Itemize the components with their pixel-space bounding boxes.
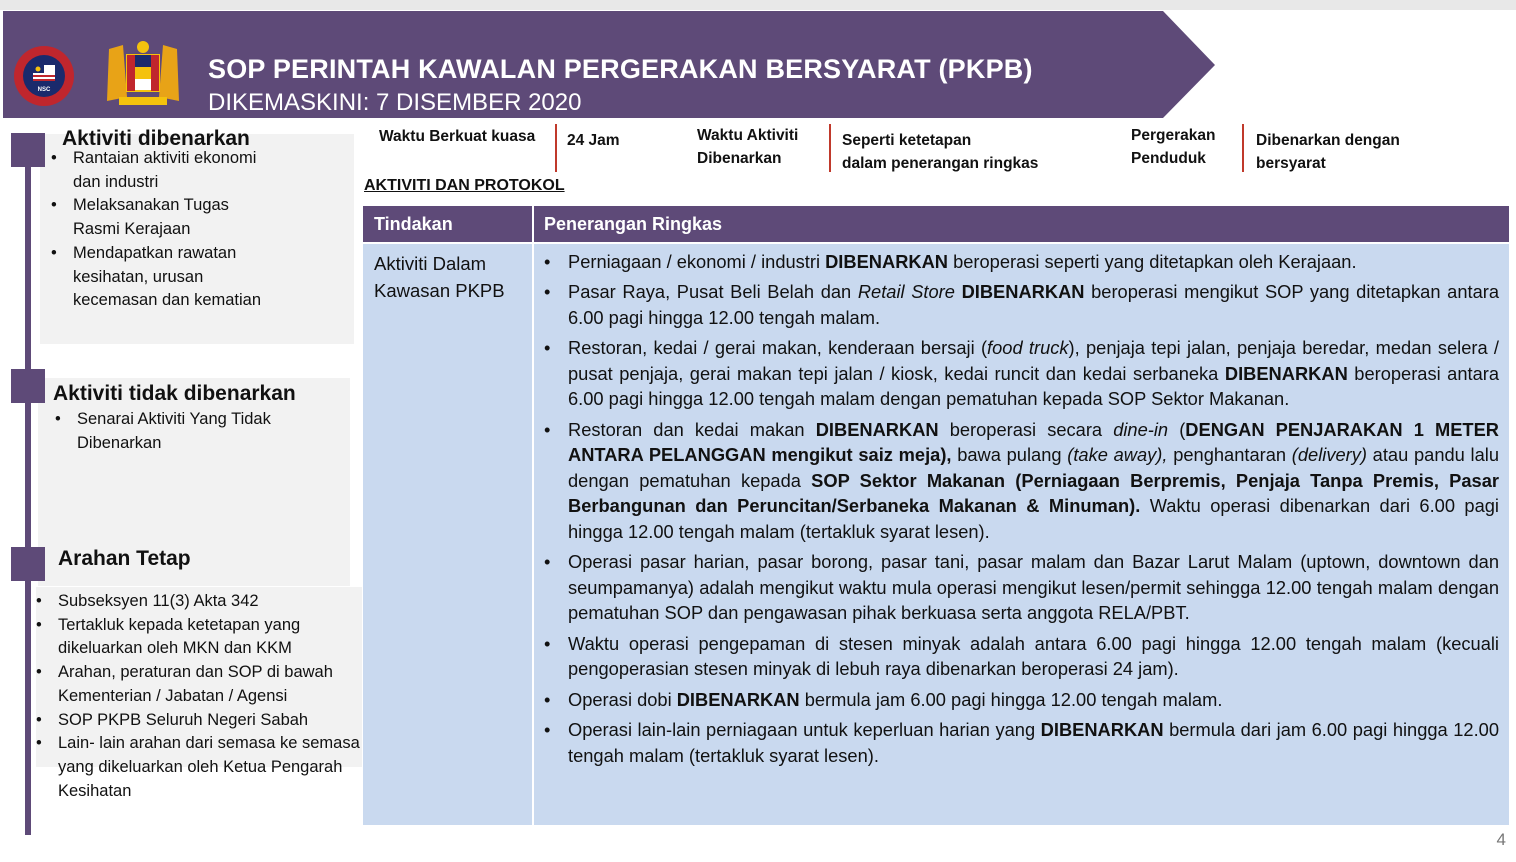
text-run: beroperasi mengikut SOP yang ditetapkan antara 6.00 pagi hingga 12.00 tengah malam. [568, 281, 1499, 328]
malaysia-crest-logo [89, 39, 197, 111]
text-run: DIBENARKAN [1040, 718, 1164, 740]
text-run: DIBENARKAN [815, 418, 939, 440]
description-list [568, 249, 1499, 773]
text-run: Perniagaan / ekonomi / industri [568, 251, 826, 272]
effective-value: 24 Jam [567, 132, 620, 149]
list-item: • Subseksyen 11(3) Akta 342 [58, 590, 363, 614]
description-item [568, 717, 1499, 768]
allowed-title: Aktiviti dibenarkan [62, 127, 250, 150]
list-item: • Rantaian aktiviti ekonomi dan industri [73, 147, 263, 194]
not-allowed-marker [11, 369, 45, 403]
allowed-marker [11, 133, 45, 167]
description-item [568, 631, 1499, 682]
movement-value-2: bersyarat [1256, 155, 1326, 172]
text-run: DIBENARKAN [961, 281, 1085, 303]
separator [829, 124, 831, 172]
text-run: (take away), [1067, 444, 1168, 466]
svg-text:NSC: NSC [37, 87, 51, 93]
activity-time-value-1: Seperti ketetapan [842, 132, 972, 149]
list-item: • SOP PKPB Seluruh Negeri Sabah [58, 709, 363, 733]
activity-time-label-1: Waktu Aktiviti [697, 127, 799, 144]
text-run: DENGAN PENJARAKAN 1 METER ANTARA PELANGGAN mengikut saiz meja), [568, 418, 1499, 466]
table-header-row [363, 206, 1509, 242]
timeline-line [25, 135, 31, 835]
text-run: Operasi dobi [568, 688, 677, 710]
description-item [568, 335, 1499, 412]
list-item: • Arahan, peraturan dan SOP di bawah Kementerian / Jabatan / Agensi [58, 661, 363, 708]
text-run: Waktu operasi dibenarkan dari 6.00 pagi hingga 12.00 tengah malam (tertakluk syarat lesen). [568, 495, 1499, 542]
allowed-list [73, 147, 263, 313]
table-header-action: Tindakan [374, 214, 453, 234]
text-run: Restoran, kedai / gerai makan, kenderaan bersaji ( [568, 337, 988, 359]
text-run: Restoran dan kedai makan [568, 418, 816, 440]
action-line: Aktiviti Dalam [374, 253, 487, 274]
text-run: Operasi pasar harian, pasar borong, pasar tani, pasar malam dan Bazar Larut Malam (uptown, downtown dan seumpamanya) adalah mengikut waktu mula operasi mengikut lesen/permit sehingga 12.00 tengah malam dengan pematuhan SOP dan pengawasan pihak berkuasa serta anggota RELA/PBT. [568, 551, 1499, 624]
not-allowed-title: Aktiviti tidak dibenarkan [53, 382, 296, 405]
text-run: Operasi lain-lain perniagaan untuk keperluan harian yang [568, 718, 1041, 740]
description-item [568, 249, 1499, 275]
top-strip [0, 0, 1516, 10]
list-item: • Melaksanakan Tugas Rasmi Kerajaan [73, 194, 263, 241]
header-banner [3, 11, 1215, 118]
list-item: • Senarai Aktiviti Yang Tidak Dibenarkan [77, 408, 307, 455]
movement-label-2: Penduduk [1131, 150, 1206, 167]
text-run: penghantaran [1167, 444, 1292, 466]
table-header-description: Penerangan Ringkas [544, 214, 723, 234]
description-item [568, 279, 1499, 330]
standing-list [58, 590, 363, 803]
standing-title: Arahan Tetap [58, 547, 191, 570]
action-cell [374, 250, 505, 304]
text-run: (delivery) [1291, 444, 1367, 466]
text-run: bermula dari jam 6.00 pagi hingga 12.00 tengah malam (tertakluk syarat lesen). [568, 718, 1499, 766]
text-run: DIBENARKAN [676, 688, 800, 710]
text-run: food truck [987, 337, 1069, 359]
activity-time-label-2: Dibenarkan [697, 150, 782, 167]
text-run: Retail Store [857, 281, 955, 303]
column-divider [532, 206, 534, 825]
text-run: ), penjaja tepi jalan, penjaja beredar, medan selera / pusat penjaja, gerai makan tepi jalan / kiosk, kedai runcit dan kedai serbaneka [568, 337, 1499, 384]
text-run [955, 281, 962, 302]
text-run: SOP Sektor Makanan (Perniagaan Berpremis, Penjaja Tanpa Premis, Pasar Berbangunan dan Peruncitan/Serbaneka Makanan & Minuman). [568, 469, 1499, 517]
text-run: atau pandu lalu dengan pematuhan kepada [568, 444, 1499, 491]
effective-label: Waktu Berkuat kuasa [379, 128, 536, 145]
movement-value-1: Dibenarkan dengan [1256, 132, 1400, 149]
standing-marker [11, 547, 45, 581]
text-run: beroperasi secara [938, 418, 1114, 440]
description-item [568, 549, 1499, 626]
text-run: bermula jam 6.00 pagi hingga 12.00 tengah malam. [799, 688, 1223, 710]
text-run: DIBENARKAN [1224, 362, 1348, 384]
list-item: • Mendapatkan rawatan kesihatan, urusan kecemasan dan kematian [73, 242, 263, 313]
separator [555, 124, 557, 172]
activity-time-value-2: dalam penerangan ringkas [842, 155, 1039, 172]
text-run: Pasar Raya, Pusat Beli Belah dan [568, 281, 858, 303]
list-item: • Tertakluk kepada ketetapan yang dikeluarkan oleh MKN dan KKM [58, 614, 363, 661]
description-item [568, 417, 1499, 545]
separator [1242, 124, 1244, 172]
text-run: DIBENARKAN [825, 251, 948, 272]
movement-label-1: Pergerakan [1131, 127, 1216, 144]
text-run: bawa pulang [951, 444, 1068, 466]
text-run: beroperasi seperti yang ditetapkan oleh Kerajaan. [948, 251, 1357, 272]
action-line: Kawasan PKPB [374, 280, 505, 301]
page-number: 4 [1496, 830, 1506, 849]
not-allowed-list [77, 408, 307, 455]
description-item [568, 687, 1499, 713]
nsc-logo [13, 45, 75, 107]
text-run: Waktu operasi pengepaman di stesen minyak adalah antara 6.00 pagi hingga 12.00 tengah malam (kecuali pengoperasian stesen minyak di lebuh raya dibenarkan beroperasi 24 jam). [568, 632, 1499, 680]
text-run: dine-in [1113, 418, 1169, 440]
page-title: SOP PERINTAH KAWALAN PERGERAKAN BERSYARAT (PKPB) [208, 54, 1033, 84]
list-item: • Lain- lain arahan dari semasa ke semasa yang dikeluarkan oleh Ketua Pengarah Kesihatan [58, 732, 363, 803]
page-subtitle: DIKEMASKINI: 7 DISEMBER 2020 [208, 89, 582, 116]
text-run: ( [1168, 418, 1186, 440]
text-run: beroperasi antara 6.00 pagi hingga 12.00 tengah malam dengan pematuhan kepada SOP Sektor Makanan. [568, 362, 1500, 410]
section-heading: AKTIVITI DAN PROTOKOL [364, 177, 565, 194]
